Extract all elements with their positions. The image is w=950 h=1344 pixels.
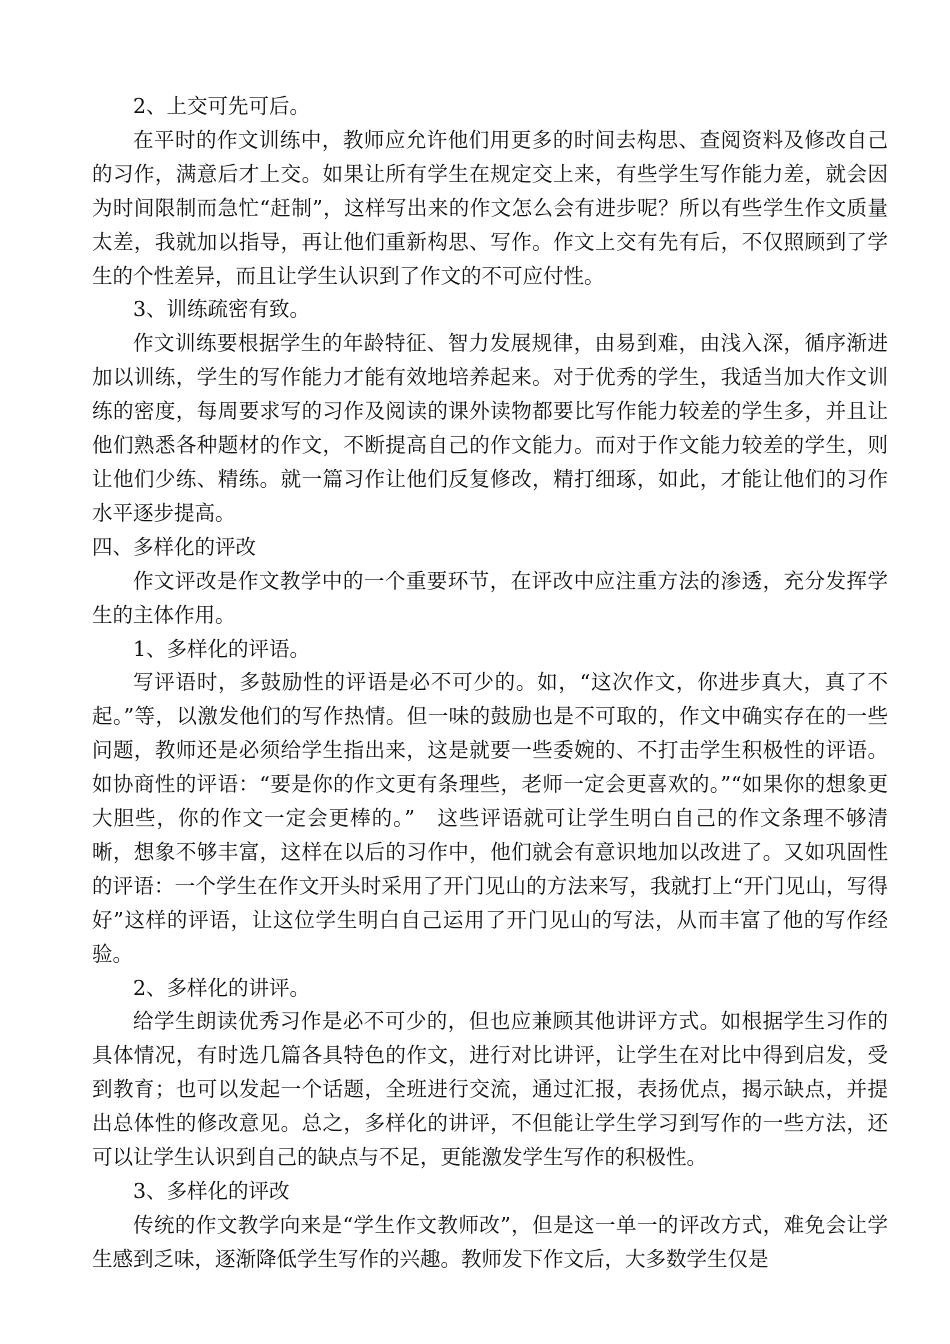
body-paragraph-diverse-review: 给学生朗读优秀习作是必不可少的，但也应兼顾其他讲评方式。如根据学生习作的具体情况，有时选几篇各具特色的作文，进行对比讲评，让学生在对比中得到启发，受到教育；也可以发起一个话题，全班进行交流，通过汇报，表扬优点，揭示缺点，并提出总体性的修改意见。总之，多样化的讲评，不但能让学生学习到写作的一些方法，还可以让学生认识到自己的缺点与不足，更能激发学生写作的积极性。 <box>92 1009 888 1170</box>
subheading-diverse-review: 2、多样化的讲评。 <box>133 975 311 1000</box>
body-paragraph-submit-order: 在平时的作文训练中，教师应允许他们用更多的时间去构思、查阅资料及修改自己的习作，满意后才上交。如果让所有学生在规定交上来，有些学生写作能力差，就会因为时间限制而急忙“赶制”，这样写出来的作文怎么会有进步呢？所以有些学生作文质量太差，我就加以指导，再让他们重新构思、写作。作文上交有先有后，不仅照顾到了学生的个性差异，而且让学生认识到了作文的不可应付性。 <box>92 127 888 288</box>
document-page <box>92 90 888 1277</box>
subheading-training-density: 3、训练疏密有致。 <box>133 297 311 322</box>
body-paragraph-training-density: 作文训练要根据学生的年龄特征、智力发展规律，由易到难，由浅入深，循序渐进加以训练，学生的写作能力才能有效地培养起来。对于优秀的学生，我适当加大作文训练的密度，每周要求写的习作及阅读的课外读物都要比写作能力较差的学生多，并且让他们熟悉各种题材的作文，不断提高自己的作文能力。而对于作文能力较差的学生，则让他们少练、精练。就一篇习作让他们反复修改，精打细琢，如此，才能让他们的习作水平逐步提高。 <box>92 331 888 525</box>
section-heading-diverse-evaluation: 四、多样化的评改 <box>92 534 256 559</box>
subheading-submit-order: 2、上交可先可后。 <box>133 94 311 118</box>
body-paragraph-diverse-comments: 写评语时，多鼓励性的评语是必不可少的。如，“这次作文，你进步真大，真了不起。”等，以激发他们的写作热情。但一味的鼓励也是不可取的，作文中确实存在的一些问题，教师还是必须给学生指出来，这是就要一些委婉的、不打击学生积极性的评语。如协商性的评语：“要是你的作文更有条理些，老师一定会更喜欢的。”“如果你的想象更大胆些，你的作文一定会更棒的。” 这些评语就可让学生明白自己的作文条理不够清晰，想象不够丰富，这样在以后的习作中，他们就会有意识地加以改进了。又如巩固性的评语：一个学生在作文开头时采用了开门见山的方法来写，我就打上“开门见山，写得好”这样的评语，让这位学生明白自己运用了开门见山的写法，从而丰富了他的写作经验。 <box>92 670 888 966</box>
subheading-diverse-correction: 3、多样化的评改 <box>133 1179 290 1203</box>
body-paragraph-evaluation-intro: 作文评改是作文教学中的一个重要环节，在评改中应注重方法的渗透，充分发挥学生的主体作用。 <box>92 568 888 627</box>
subheading-diverse-comments: 1、多样化的评语。 <box>133 636 311 661</box>
body-paragraph-diverse-correction: 传统的作文教学向来是“学生作文教师改”，但是这一单一的评改方式，难免会让学生感到乏味，逐渐降低学生写作的兴趣。教师发下作文后，大多数学生仅是 <box>92 1212 888 1271</box>
